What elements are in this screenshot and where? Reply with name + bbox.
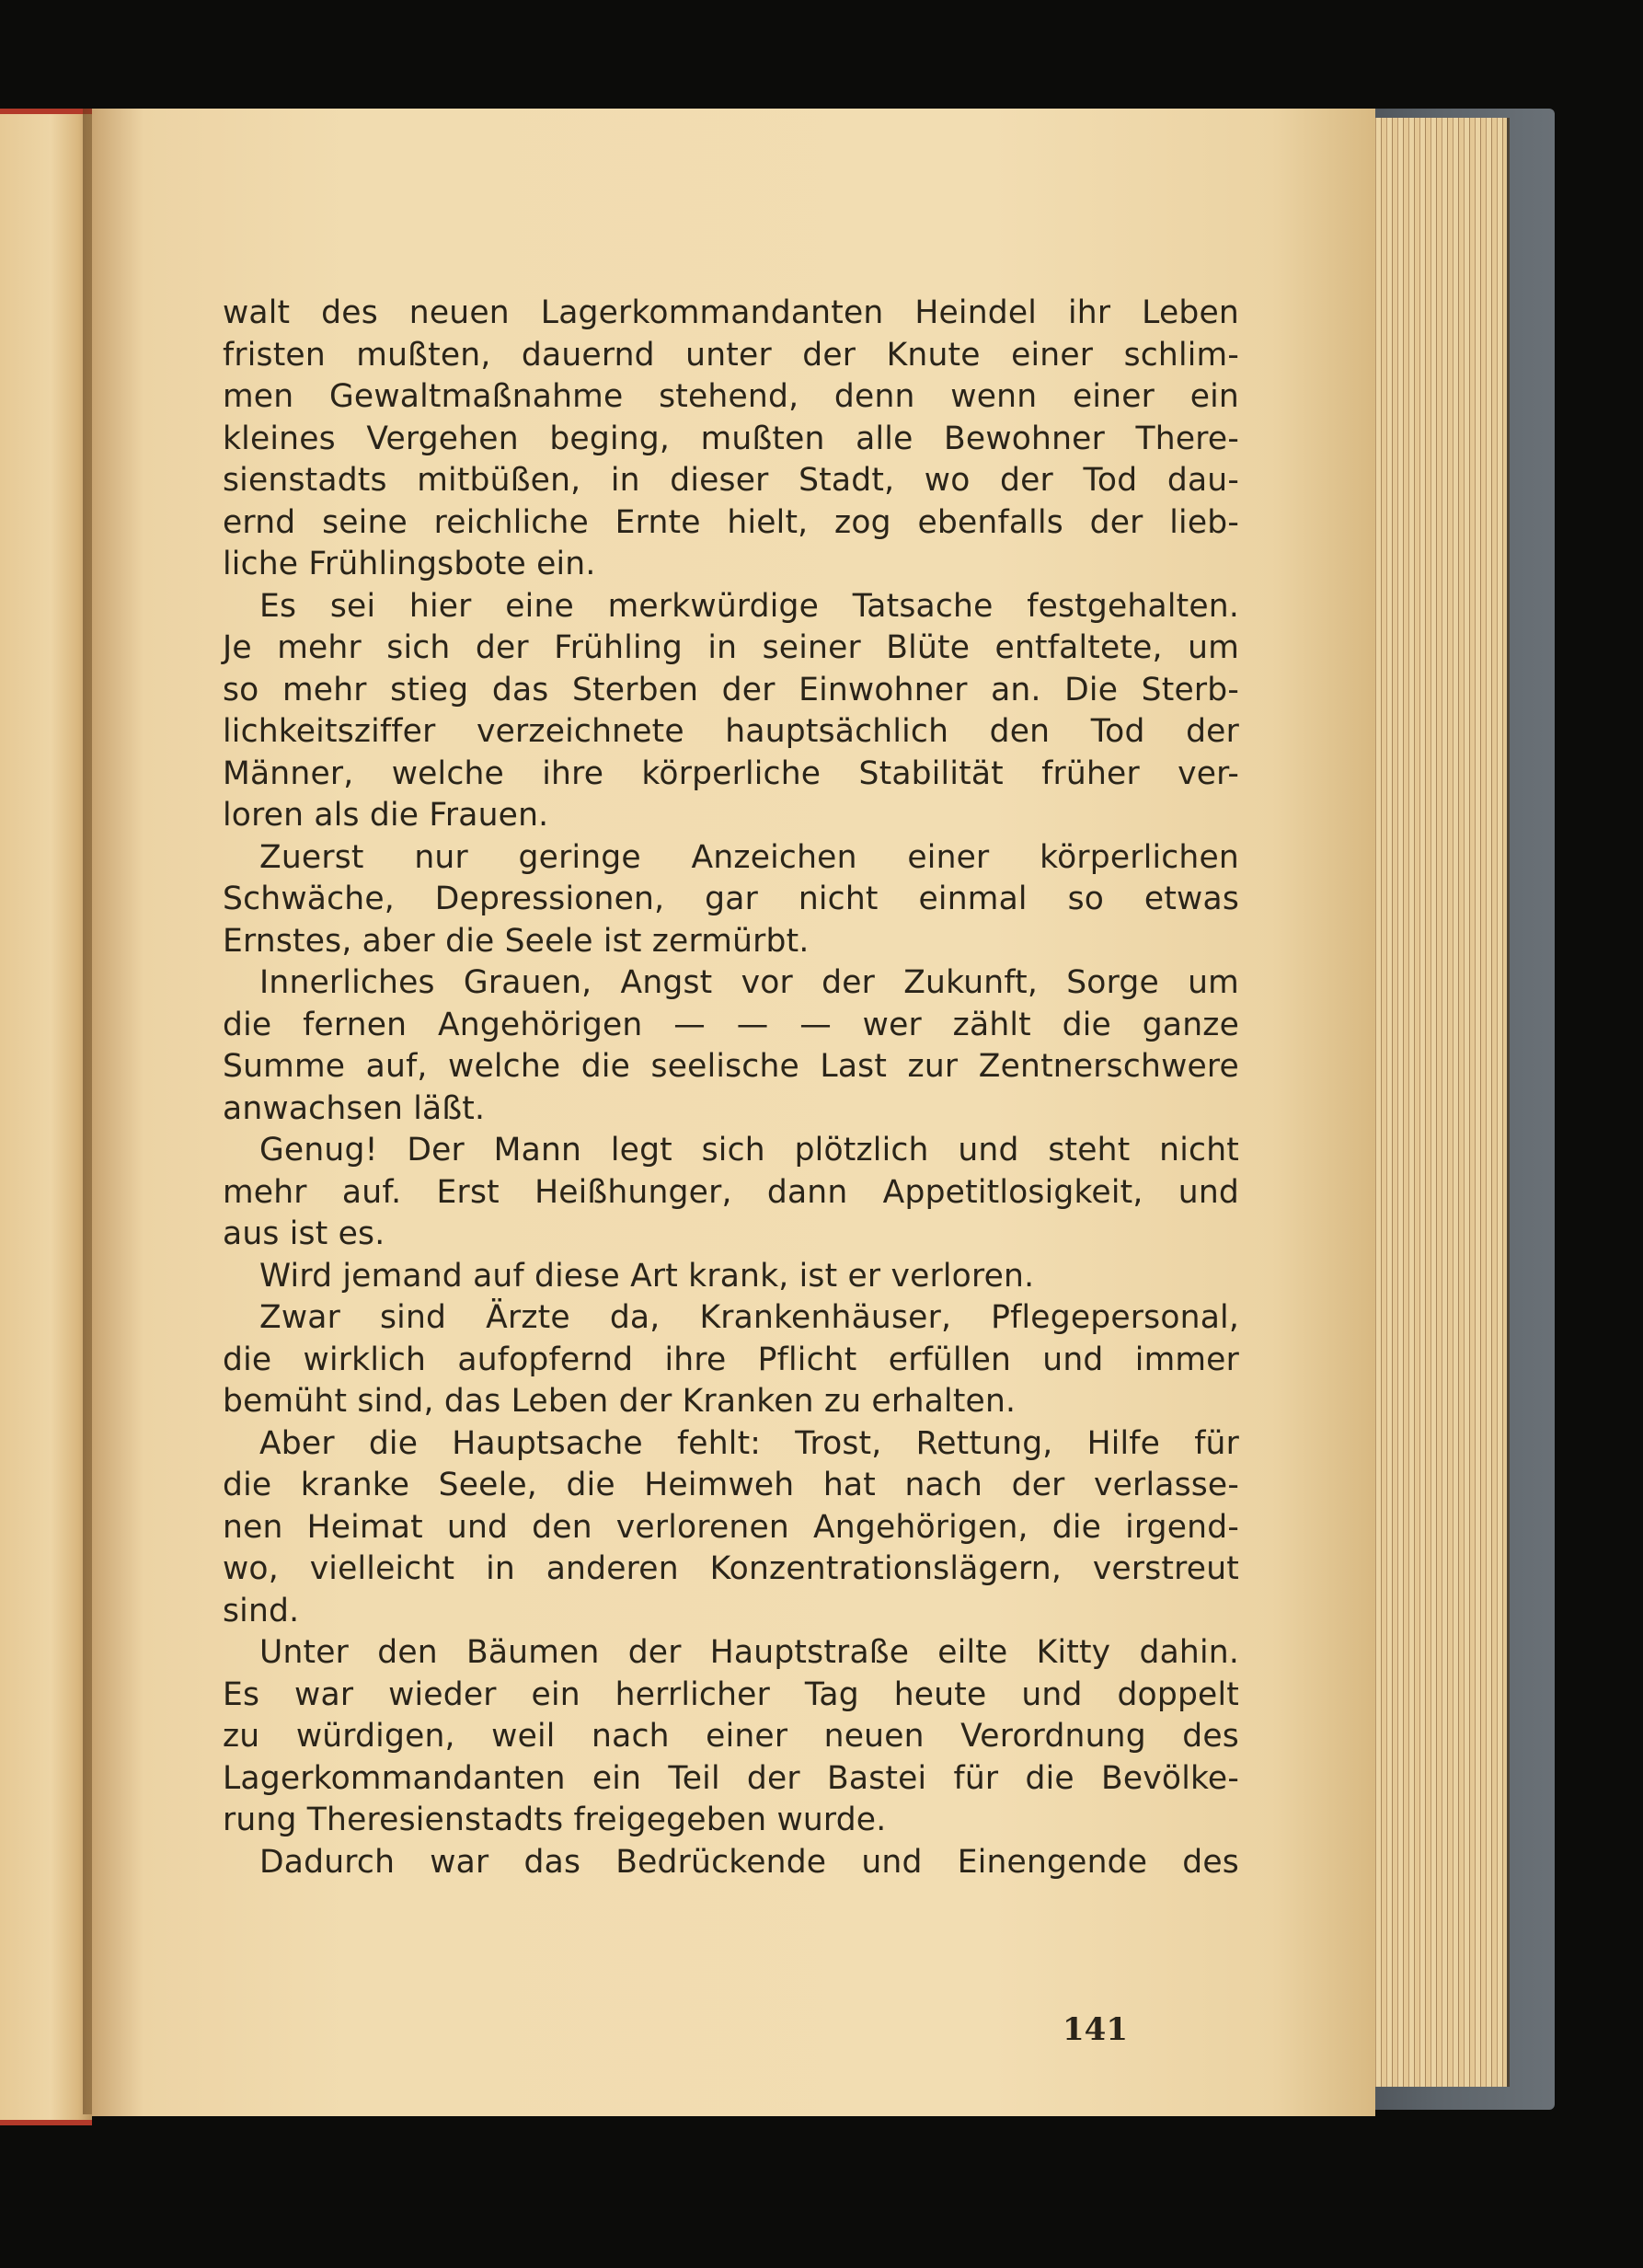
text-line: rung Theresienstadts freigegeben wurde. — [223, 1802, 887, 1838]
text-line: mehr auf. Erst Heißhunger, dann Appetitlosigkeit, und — [223, 1173, 1239, 1211]
body-text — [223, 293, 1239, 1883]
book-page — [92, 109, 1375, 2116]
page-number: 141 — [1063, 2011, 1128, 2048]
text-line: loren als die Frauen. — [223, 797, 549, 834]
text-line: die wirklich aufopfernd ihre Pflicht erfüllen und immer — [223, 1341, 1239, 1378]
text-line: Unter den Bäumen der Hauptstraße eilte Kitty dahin. — [259, 1634, 1239, 1671]
text-line: sind. — [223, 1592, 300, 1629]
text-line: nen Heimat und den verlorenen Angehörigen, die irgend- — [223, 1508, 1239, 1546]
text-line: die fernen Angehörigen — — — wer zählt die ganze — [223, 1006, 1239, 1043]
text-line: so mehr stieg das Sterben der Einwohner an. Die Sterb- — [223, 671, 1239, 708]
page-block-edges — [1360, 118, 1510, 2087]
text-line: Summe auf, welche die seelische Last zur Zentnerschwere — [223, 1048, 1239, 1085]
text-line: Ernstes, aber die Seele ist zermürbt. — [223, 922, 810, 960]
text-line: kleines Vergehen beging, mußten alle Bewohner There- — [223, 420, 1239, 457]
text-line: men Gewaltmaßnahme stehend, denn wenn einer ein — [223, 378, 1239, 415]
text-line: Männer, welche ihre körperliche Stabilität früher ver- — [223, 754, 1239, 792]
text-line: walt des neuen Lagerkommandanten Heindel ihr Leben — [223, 294, 1239, 331]
text-line: Dadurch war das Bedrückende und Einengende des — [259, 1843, 1239, 1881]
text-line: aus ist es. — [223, 1215, 385, 1252]
text-line: fristen mußten, dauernd unter der Knute einer schlim- — [223, 336, 1239, 374]
text-line: Aber die Hauptsache fehlt: Trost, Rettung, Hilfe für — [259, 1424, 1239, 1462]
text-line: lichkeitsziffer verzeichnete hauptsächlich den Tod der — [223, 713, 1239, 750]
page-text-block — [223, 293, 1239, 1883]
previous-page-edge — [0, 109, 92, 2125]
text-line: Lagerkommandanten ein Teil der Bastei für die Bevölke- — [223, 1759, 1239, 1797]
text-line: zu würdigen, weil nach einer neuen Verordnung des — [223, 1718, 1239, 1755]
text-line: Es war wieder ein herrlicher Tag heute und doppelt — [223, 1675, 1239, 1713]
text-line: Schwäche, Depressionen, gar nicht einmal so etwas — [223, 881, 1239, 917]
text-line: die kranke Seele, die Heimweh hat nach der verlasse- — [223, 1467, 1239, 1503]
text-line: ernd seine reichliche Ernte hielt, zog ebenfalls der lieb- — [223, 503, 1239, 541]
text-line: anwachsen läßt. — [223, 1089, 486, 1127]
text-line: sienstadts mitbüßen, in dieser Stadt, wo der Tod dau- — [223, 462, 1239, 499]
text-line: Innerliches Grauen, Angst vor der Zukunft, Sorge um — [259, 964, 1239, 1001]
text-line: bemüht sind, das Leben der Kranken zu erhalten. — [223, 1383, 1017, 1420]
text-line: Zuerst nur geringe Anzeichen einer körperlichen — [259, 838, 1239, 876]
text-line: wo, vielleicht in anderen Konzentrationslägern, verstreut — [223, 1550, 1239, 1587]
text-line: Genug! Der Mann legt sich plötzlich und steht nicht — [259, 1132, 1239, 1169]
text-line: Zwar sind Ärzte da, Krankenhäuser, Pflegepersonal, — [259, 1299, 1239, 1336]
text-line: Je mehr sich der Frühling in seiner Blüte entfaltete, um — [223, 629, 1239, 666]
text-line: Wird jemand auf diese Art krank, ist er verloren. — [259, 1257, 1035, 1295]
text-line: Es sei hier eine merkwürdige Tatsache festgehalten. — [259, 587, 1239, 625]
text-line: liche Frühlingsbote ein. — [223, 546, 596, 582]
